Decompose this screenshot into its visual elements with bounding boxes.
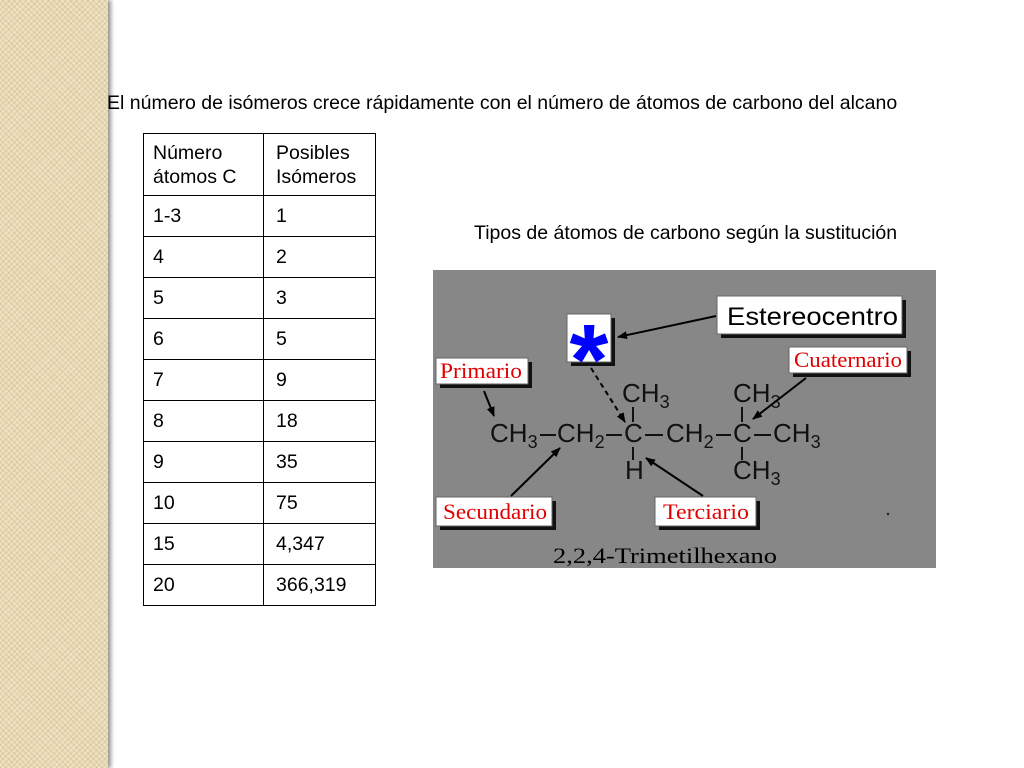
- primary-label-box: [436, 358, 532, 388]
- table-row: [144, 360, 376, 401]
- arrow-stereocenter-to-marker: [618, 316, 716, 337]
- substituent-ch3-c3-top: $CH_3$: [622, 378, 670, 412]
- slide-title: El número de isómeros crece rápidamente con el número de átomos de carbono del alcano: [107, 92, 898, 114]
- substituent-ch3-c5-bottom: $CH_3$: [733, 455, 781, 489]
- diagram-canvas: [433, 270, 936, 568]
- table-cell-isomers: 9: [264, 360, 376, 401]
- arrow-primary: [484, 391, 494, 416]
- table-cell-carbons: 8: [144, 401, 264, 442]
- table-cell-carbons: 6: [144, 319, 264, 360]
- decorative-side-strip: [0, 0, 108, 768]
- chain-ch2-first: $CH_2$: [557, 418, 605, 452]
- table-cell-isomers: 18: [264, 401, 376, 442]
- chain-c-quaternary: C: [733, 418, 752, 448]
- table-cell-isomers: 3: [264, 278, 376, 319]
- diagram-caption: Tipos de átomos de carbono según la sustitución: [474, 222, 898, 244]
- quaternary-label-box: [789, 347, 911, 377]
- arrow-tertiary: [646, 458, 703, 496]
- table-row: [144, 278, 376, 319]
- table-cell-isomers: 366,319: [264, 565, 376, 606]
- table-cell-isomers: 75: [264, 483, 376, 524]
- table-cell-isomers: 1: [264, 196, 376, 237]
- table-cell-carbons: 15: [144, 524, 264, 565]
- table-row: [144, 442, 376, 483]
- header-possible-isomers: Posibles Isómeros: [264, 134, 376, 196]
- table-cell-carbons: 1-3: [144, 196, 264, 237]
- quaternary-label: Cuaternario: [794, 347, 902, 372]
- stereocenter-label: Estereocentro: [727, 303, 898, 331]
- chain-ch2-second: $CH_2$: [666, 418, 714, 452]
- tertiary-label-box: [655, 497, 760, 530]
- table-header-row: [144, 134, 376, 196]
- table-row: [144, 237, 376, 278]
- secondary-label-box: [436, 497, 556, 530]
- table-row: [144, 401, 376, 442]
- table-cell-carbons: 4: [144, 237, 264, 278]
- stray-dot: [887, 513, 889, 515]
- substituent-h-c3-bottom: H: [625, 455, 644, 485]
- table-row: [144, 483, 376, 524]
- table-cell-isomers: 5: [264, 319, 376, 360]
- table-cell-carbons: 7: [144, 360, 264, 401]
- table-row: [144, 524, 376, 565]
- table-row: [144, 319, 376, 360]
- header-carbon-atoms: Número átomos C: [144, 134, 264, 196]
- substituent-ch3-c5-top: $CH_3$: [733, 378, 781, 412]
- table-cell-isomers: 4,347: [264, 524, 376, 565]
- table-cell-carbons: 5: [144, 278, 264, 319]
- chain-c-tertiary: C: [624, 418, 643, 448]
- stereocenter-label-box: [717, 296, 906, 338]
- chain-ch3-left: $CH_3$: [490, 418, 538, 452]
- table-cell-carbons: 20: [144, 565, 264, 606]
- table-cell-carbons: 9: [144, 442, 264, 483]
- secondary-label: Secundario: [443, 499, 547, 524]
- stereocenter-marker-box: [567, 304, 615, 416]
- table-cell-isomers: 35: [264, 442, 376, 483]
- isomer-count-table: [143, 133, 376, 606]
- carbon-types-diagram: [433, 270, 936, 568]
- table-row: [144, 196, 376, 237]
- tertiary-label: Terciario: [663, 499, 749, 524]
- molecule-structure: [490, 378, 821, 489]
- arrow-secondary: [511, 448, 560, 496]
- table-cell-carbons: 10: [144, 483, 264, 524]
- table-row: [144, 565, 376, 606]
- table-cell-isomers: 2: [264, 237, 376, 278]
- stereocenter-asterisk: *: [569, 304, 609, 416]
- compound-name: 2,2,4-Trimetilhexano: [553, 543, 777, 568]
- chain-ch3-right: $CH_3$: [773, 418, 821, 452]
- primary-label: Primario: [440, 358, 522, 383]
